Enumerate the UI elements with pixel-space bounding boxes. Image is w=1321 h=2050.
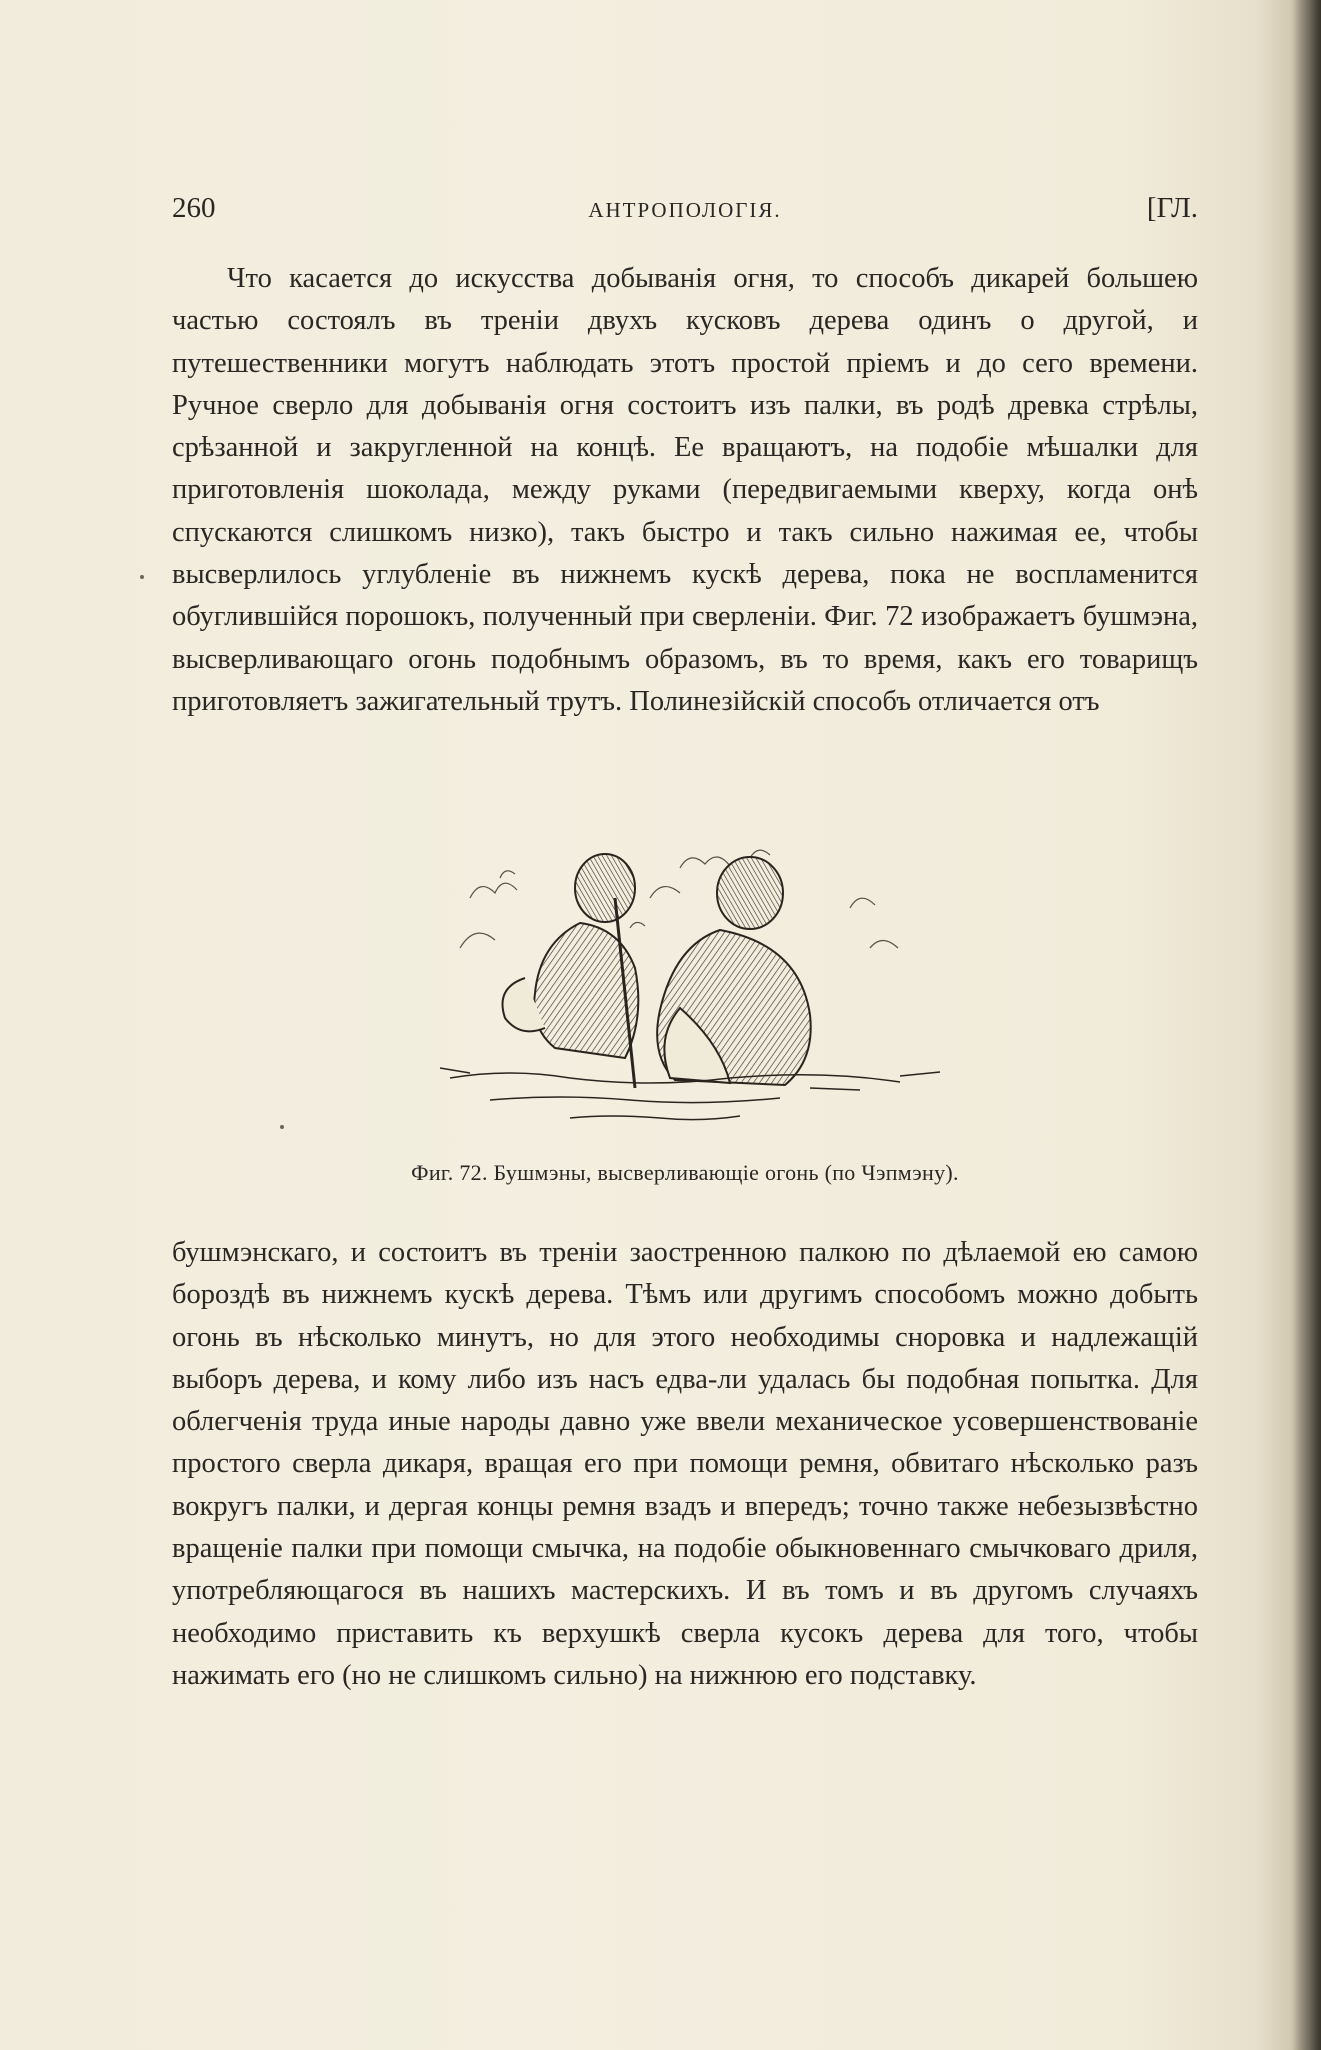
- book-spine-shadow: [1291, 0, 1321, 2050]
- page-header: [172, 192, 1198, 232]
- chapter-reference: [ГЛ.: [1146, 192, 1198, 224]
- running-head: АНТРОПОЛОГІЯ.: [588, 198, 782, 222]
- bushmen-drilling-fire-engraving: [430, 838, 950, 1138]
- paragraph-fire-drilling: Что касается до искусства добыванія огня, то способъ дикарей большею частью состоялъ въ треніи двухъ кусковъ дерева одинъ о другой, и путешественники могутъ наблюдать этотъ простой пріемъ и до сего времени. Ручное сверло для добыванія огня состоитъ изъ палки, въ родѣ древка стрѣлы, срѣзанной и закругленной на концѣ. Ее вращаютъ, на подобіе мѣшалки для приготовленія шоколада, между руками (передвигаемыми кверху, когда онѣ спускаются слишкомъ низко), такъ быстро и такъ сильно нажимая ее, чтобы высверлилось углубленіе въ нижнемъ кускѣ дерева, пока не воспламенится обуглившійся порошокъ, полученный при сверленіи. Фиг. 72 изображаетъ бушмэна, высверливающаго огонь подобнымъ образомъ, въ то время, какъ его товарищъ приготовляетъ зажигательный трутъ. Полинезійскій способъ отличается отъ: [172, 263, 1198, 717]
- page-number: 260: [172, 192, 216, 224]
- paper-speck: [140, 575, 144, 579]
- paragraph-polynesian-method: бушмэнскаго, и состоитъ въ треніи заостренною палкою по дѣлаемой ею самою бороздѣ въ нижнемъ кускѣ дерева. Тѣмъ или другимъ способомъ можно добыть огонь въ нѣсколько минутъ, но для этого необходимы сноровка и надлежащій выборъ дерева, и кому либо изъ насъ едва-ли удалась бы подобная попытка. Для облегченія труда иные народы давно уже ввели механическое усовершенствованіе простого сверла дикаря, вращая его при помощи ремня, обвитаго нѣсколько разъ вокругъ палки, и дергая концы ремня взадъ и впередъ; точно также небезызвѣстно вращеніе палки при помощи смычка, на подобіе обыкновеннаго смычковаго дриля, употребляющагося въ нашихъ мастерскихъ. И въ томъ и въ другомъ случаяхъ необходимо приставить къ верхушкѣ сверла кусокъ дерева для того, чтобы нажимать его (но не слишкомъ сильно) на нижнюю его подставку.: [172, 1237, 1198, 1691]
- figure-bushmen-illustration: [430, 838, 950, 1138]
- paper-speck: [280, 1125, 284, 1129]
- figure-caption: Фиг. 72. Бушмэны, высверливающіе огонь (по Чэпмэну).: [411, 1160, 959, 1185]
